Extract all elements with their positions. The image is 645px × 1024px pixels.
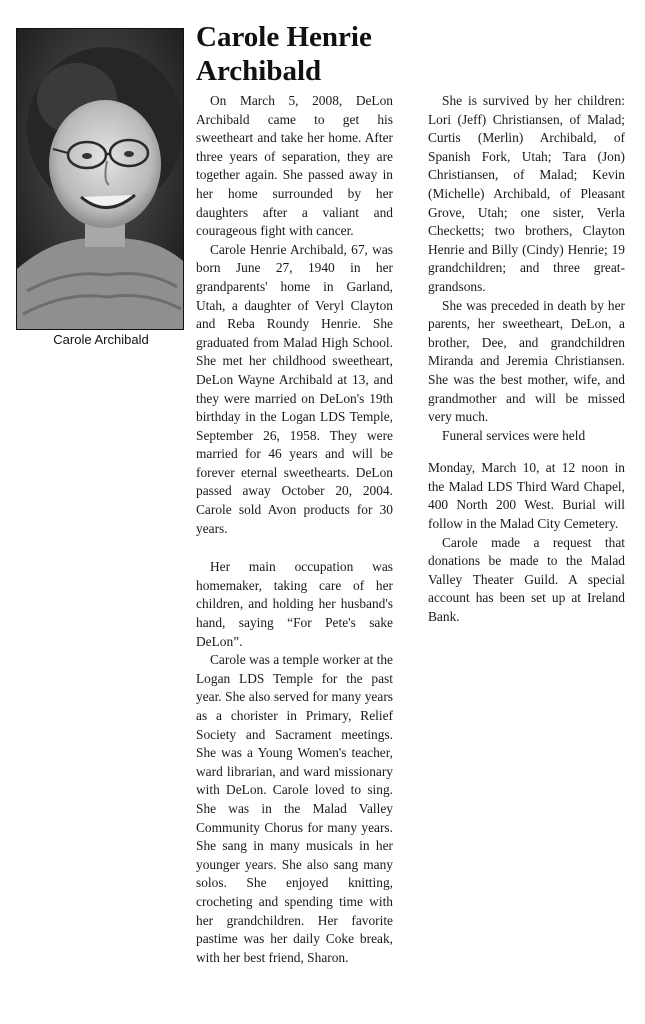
portrait-illustration [17, 29, 183, 329]
headline-line-2: Archibald [196, 55, 322, 87]
paragraph-occupation: Her main occupation was homemaker, taking care of her children, and holding her husband's hand, saying “For Pete's sake DeLon”. [196, 559, 393, 649]
paragraph-biography: Carole Henrie Archibald, 67, was born June 27, 1940 in her grandparents' home in Garland, Utah, a daughter of Veryl Clayton and Reba Roundy Henrie. She graduated from Malad High School. She met her childhood sweetheart, DeLon Wayne Archibald at 13, and they were married on DeLon's 19th birthday in the Logan LDS Temple, September 26, 1958. They were married for 46 years and will be forever eternal sweethearts. DeLon passed away October 20, 2004. Carole sold Avon products for 30 years. [196, 241, 393, 536]
obituary-headline [196, 20, 416, 88]
paragraph-funeral-heading: Funeral services were held [442, 427, 586, 443]
paragraph-funeral-details: Monday, March 10, at 12 noon in the Malad LDS Third Ward Chapel, 400 North 200 West. Burial will follow in the Malad City Cemetery. [428, 460, 625, 532]
paragraph-donations: Carole made a request that donations be made to the Malad Valley Theater Guild. A special account has been set up at Ireland Bank. [428, 534, 625, 625]
paragraph-survivors: She is survived by her children: Lori (Jeff) Christiansen, of Malad; Curtis (Merlin) Archibald, of Spanish Fork, Utah; Tara (Jon) Christiansen, of Malad; Kevin (Michelle) Archibald, of Pleasant Grove, Utah; one sister, Verla Checketts; two brothers, Clayton Henrie and Billy (Cindy) Henrie; 19 grandchildren; and three great-grandsons. [428, 93, 625, 294]
text-column-left [196, 92, 393, 967]
headline-line-1: Carole Henrie [196, 21, 372, 53]
photo-caption: Carole Archibald [53, 332, 149, 347]
paragraph-homecoming: On March 5, 2008, DeLon Archibald came to get his sweetheart and take her home. After three years of separation, they are together again. She passed away in her home surrounded by her daughters after a valiant and courageous fight with cancer. [196, 93, 393, 239]
portrait-photo [16, 28, 184, 330]
text-column-right [428, 92, 625, 627]
paragraph-preceded: She was preceded in death by her parents, her sweetheart, DeLon, a brother, Dee, and grandchildren Miranda and Jeremia Christiansen. She was the best mother, wife, and grandmother and will be missed very much. [428, 297, 625, 425]
paragraph-service: Carole was a temple worker at the Logan LDS Temple for the past year. She also served for many years as a chorister in Primary, Relief Society and Sacrament meetings. She was a Young Women's teacher, ward librarian, and ward missionary with DeLon. Carole loved to sing. She was in the Malad Valley Community Chorus for many years. She sang in many musicals in her younger years. She also sang many solos. She enjoyed knitting, crocheting and spending time with her grandchildren. Her favorite pastime was her daily Coke break, with her best friend, Sharon. [196, 652, 393, 965]
